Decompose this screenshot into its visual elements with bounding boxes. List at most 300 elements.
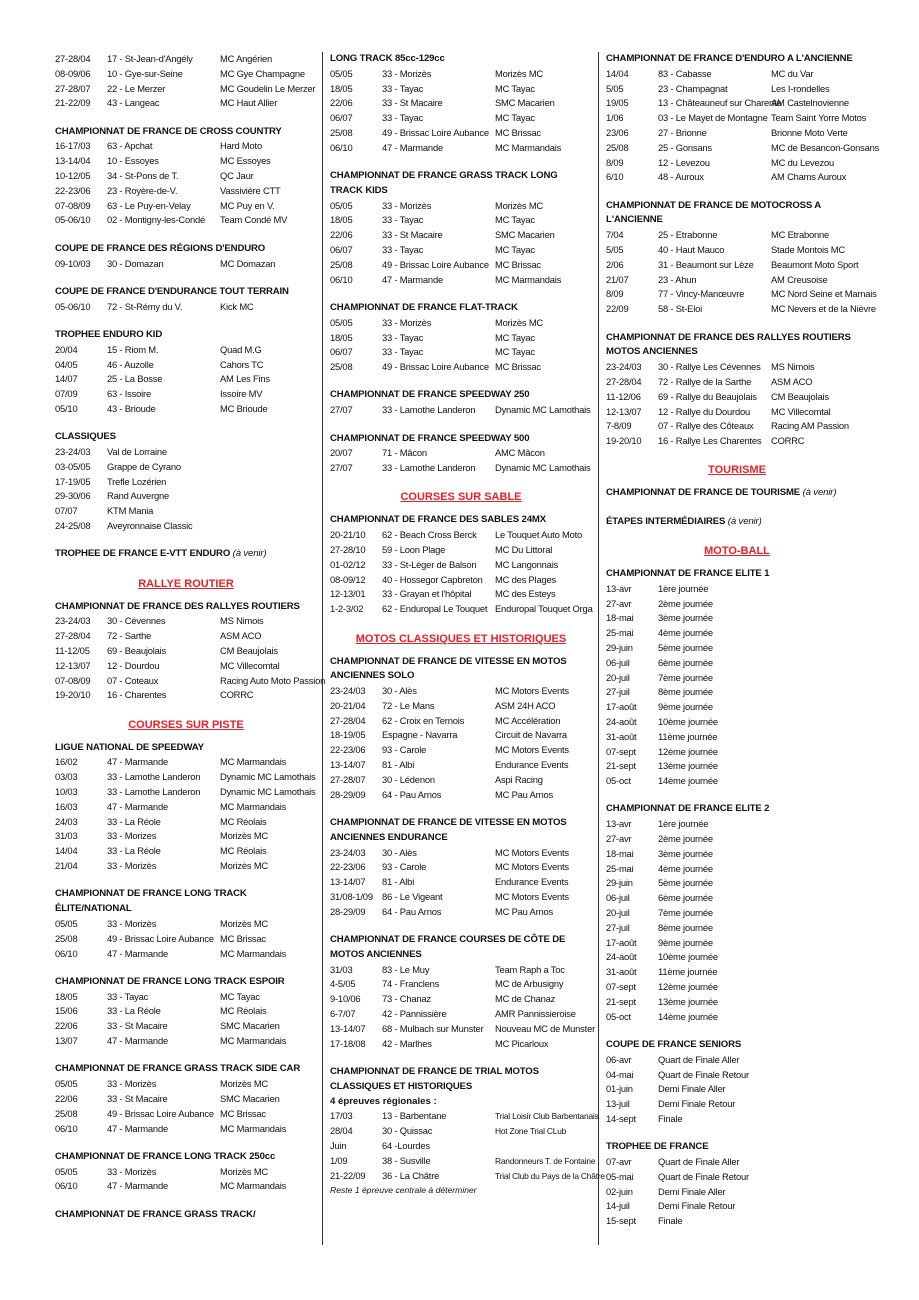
event-location: 14ème journée xyxy=(658,775,718,787)
event-date: 22-23/06 xyxy=(55,184,91,196)
event-organizer xyxy=(771,715,868,730)
event-row xyxy=(606,1082,868,1097)
category-heading: TOURISME xyxy=(708,464,766,477)
event-row xyxy=(606,228,868,243)
event-location: 47 - Marmande xyxy=(107,756,168,768)
event-organizer: Team Condé MV xyxy=(220,214,288,226)
event-location: 3ème journée xyxy=(658,847,713,859)
event-location: 30 - Domazan xyxy=(107,257,164,269)
event-location: 33 - Morizès xyxy=(107,860,157,872)
event-organizer: SMC Macarien xyxy=(495,229,555,241)
event-row xyxy=(606,700,868,715)
event-location: Aveyronnaise Classic xyxy=(107,520,193,532)
schedule-section xyxy=(55,741,317,874)
event-row xyxy=(55,1165,317,1180)
event-location: 36 - La Châtre xyxy=(382,1169,440,1181)
event-organizer: MC Réolais xyxy=(220,845,267,857)
section-title xyxy=(606,199,868,229)
event-row xyxy=(606,96,868,111)
event-location: Quart de Finale Retour xyxy=(658,1170,749,1182)
event-date: 05/10 xyxy=(55,402,78,414)
event-organizer xyxy=(771,891,868,906)
event-location: 16 - Charentes xyxy=(107,689,167,701)
event-date: 24-août xyxy=(606,715,637,727)
event-row xyxy=(330,875,592,890)
event-location: 93 - Carole xyxy=(382,861,427,873)
event-date: 28-29/09 xyxy=(330,788,366,800)
event-location: 7ème journée xyxy=(658,907,713,919)
section-title-text: CHAMPIONNAT DE FRANCE DE TOURISME xyxy=(606,487,801,499)
event-location: 81 - Albi xyxy=(382,876,415,888)
event-row xyxy=(330,360,592,375)
event-organizer: Beaumont Moto Sport xyxy=(771,258,859,270)
event-organizer xyxy=(771,862,868,877)
event-row xyxy=(330,728,592,743)
event-organizer: Endurance Events xyxy=(495,759,569,771)
event-organizer: AM Creusoise xyxy=(771,273,828,285)
event-location: 48 - Auroux xyxy=(658,171,704,183)
section-title xyxy=(330,432,592,447)
section-title xyxy=(55,1208,317,1223)
event-location: 46 - Auzolle xyxy=(107,358,154,370)
event-location: 77 - Vincy-Manœuvre xyxy=(658,288,745,300)
event-organizer xyxy=(771,745,868,760)
event-date: 20/07 xyxy=(330,447,353,459)
event-location: 33 - St Macaire xyxy=(107,1092,168,1104)
event-organizer: Morizès MC xyxy=(495,199,544,211)
event-date: 06-avr xyxy=(606,1053,632,1065)
event-date: 18/05 xyxy=(55,990,78,1002)
section-note: (à venir) xyxy=(802,487,837,499)
event-date: 09-10/03 xyxy=(55,257,91,269)
event-location: 33 - Grayan et l'hôpital xyxy=(382,588,472,600)
event-location: 30 - Cévennes xyxy=(107,615,166,627)
category-heading: MOTO-BALL xyxy=(704,545,770,558)
event-date: 25/08 xyxy=(55,1107,78,1119)
event-organizer xyxy=(771,1199,868,1214)
event-location: Finale xyxy=(658,1112,683,1124)
event-row xyxy=(55,213,317,228)
event-date: 21-22/09 xyxy=(330,1169,366,1181)
event-organizer: Morizès MC xyxy=(495,67,544,79)
event-date: 27-avr xyxy=(606,833,632,845)
event-date: 14/04 xyxy=(55,845,78,857)
event-date: 05/05 xyxy=(330,67,353,79)
event-date: 25-mai xyxy=(606,627,634,639)
event-row xyxy=(606,921,868,936)
event-location: 2ème journée xyxy=(658,597,713,609)
event-organizer xyxy=(495,1139,592,1154)
event-date: 27-juil xyxy=(606,686,630,698)
event-date: 13-14/07 xyxy=(330,1022,366,1034)
event-location: Trefle Lozérien xyxy=(107,475,167,487)
event-row xyxy=(55,445,317,460)
event-organizer: MC Langonnais xyxy=(495,558,559,570)
event-row xyxy=(606,906,868,921)
event-location: 47 - Marmande xyxy=(382,273,443,285)
event-location: 40 - Hossegor Capbreton xyxy=(382,573,483,585)
event-location: Demi Finale Aller xyxy=(658,1185,726,1197)
event-location: 33 - St Macaire xyxy=(107,1020,168,1032)
event-location: 71 - Mâcon xyxy=(382,447,427,459)
event-row xyxy=(606,243,868,258)
event-date: 21-sept xyxy=(606,760,636,772)
event-organizer: MC Motors Events xyxy=(495,890,569,902)
event-date: 05/05 xyxy=(55,1078,78,1090)
event-location: 13ème journée xyxy=(658,995,718,1007)
event-organizer xyxy=(771,817,868,832)
event-row xyxy=(606,434,868,449)
event-location: 9ème journée xyxy=(658,701,713,713)
event-row xyxy=(606,611,868,626)
event-organizer xyxy=(220,504,317,519)
section-title xyxy=(55,1150,317,1165)
event-date: 02-juin xyxy=(606,1185,633,1197)
section-title-text: CHAMPIONNAT DE FRANCE ELITE 1 xyxy=(606,568,770,580)
event-organizer: Racing AM Passion xyxy=(771,420,849,432)
event-location: 33 - La Réole xyxy=(107,845,161,857)
section-title xyxy=(606,331,868,361)
event-row xyxy=(606,287,877,302)
event-location: Demi Finale Retour xyxy=(658,1200,736,1212)
event-date: 05-oct xyxy=(606,1010,631,1022)
event-date: 27-28/10 xyxy=(330,544,366,556)
schedule-section xyxy=(606,1038,868,1127)
event-location: 33 - Morizès xyxy=(107,917,157,929)
event-organizer: Circuit de Navarra xyxy=(495,729,567,741)
event-organizer: MC du Levezou xyxy=(771,156,835,168)
event-organizer: Cahors TC xyxy=(220,358,264,370)
event-row xyxy=(330,758,592,773)
event-date: 03-05/05 xyxy=(55,460,91,472)
event-organizer: Randonneurs T. de Fontaine xyxy=(495,1155,596,1166)
event-organizer: MC Tayac xyxy=(495,82,535,94)
event-organizer xyxy=(771,1112,868,1127)
event-organizer: MC Marmandais xyxy=(220,947,287,959)
event-organizer: Quad M.G xyxy=(220,343,262,355)
section-title xyxy=(330,169,592,199)
event-date: 14-juil xyxy=(606,1200,630,1212)
event-date: 12-13/07 xyxy=(606,405,642,417)
section-title xyxy=(55,328,317,343)
event-date: 25/08 xyxy=(55,932,78,944)
section-title xyxy=(55,430,317,445)
event-organizer: ASM ACO xyxy=(771,375,813,387)
section-title xyxy=(606,486,868,501)
event-organizer: Team Raph a Toc xyxy=(495,963,565,975)
event-row xyxy=(55,755,317,770)
section-title xyxy=(606,1038,868,1053)
event-location: 11ème journée xyxy=(658,730,718,742)
event-location: 33 - Morizès xyxy=(382,316,432,328)
section-title-text: TROPHEE ENDURO KID xyxy=(55,328,163,340)
event-date: 23/06 xyxy=(606,126,629,138)
event-date: 20-21/10 xyxy=(330,529,366,541)
section-title-text: CHAMPIONNAT DE FRANCE LONG TRACK ÉLITE/NATIONAL xyxy=(55,888,247,915)
event-organizer: AMC Mâcon xyxy=(495,447,545,459)
section-title-text: CHAMPIONNAT DE FRANCE DES RALLYES ROUTIERS xyxy=(55,600,300,612)
event-location: 03 - Le Mayet de Montagne xyxy=(658,112,768,124)
event-location: 33 - Tayac xyxy=(107,990,149,1002)
event-row xyxy=(330,788,592,803)
event-date: 08-09/12 xyxy=(330,573,366,585)
event-row xyxy=(55,169,317,184)
event-organizer xyxy=(771,597,868,612)
event-location: Demi Finale Retour xyxy=(658,1098,736,1110)
event-row xyxy=(330,1169,605,1184)
event-date: 05/05 xyxy=(55,1165,78,1177)
event-date: 11-12/06 xyxy=(606,390,641,402)
event-row xyxy=(55,504,317,519)
event-date: 24/03 xyxy=(55,815,78,827)
event-location: Quart de Finale Aller xyxy=(658,1053,740,1065)
event-row xyxy=(55,688,317,703)
event-row xyxy=(330,573,592,588)
event-location: 13 - Châteauneuf sur Charente xyxy=(658,97,782,109)
section-title-text: CHAMPIONNAT DE FRANCE FLAT-TRACK xyxy=(330,301,518,313)
event-row xyxy=(55,829,317,844)
event-row xyxy=(606,715,868,730)
event-row xyxy=(606,156,868,171)
event-organizer: Dynamic MC Lamothais xyxy=(495,462,591,474)
section-title xyxy=(330,52,592,67)
event-location: 81 - Albi xyxy=(382,759,415,771)
event-date: 23-24/03 xyxy=(55,615,91,627)
event-row xyxy=(330,977,592,992)
event-row xyxy=(606,1170,868,1185)
event-location: 47 - Marmande xyxy=(107,1180,168,1192)
event-row xyxy=(606,656,868,671)
event-row xyxy=(55,300,317,315)
event-row xyxy=(606,832,868,847)
event-date: 27-28/04 xyxy=(330,714,366,726)
event-location: 49 - Brissac Loire Aubance xyxy=(382,361,489,373)
event-row xyxy=(606,390,868,405)
section-title xyxy=(55,975,317,990)
event-organizer xyxy=(220,460,317,475)
section-title-text: CHAMPIONNAT DE FRANCE DES RALLYES ROUTIERS MOTOS ANCIENNES xyxy=(606,331,851,358)
event-date: 7/04 xyxy=(606,229,624,241)
event-location: 72 - Rallye de la Sarthe xyxy=(658,375,752,387)
event-row xyxy=(606,685,868,700)
event-row xyxy=(330,714,592,729)
schedule-section xyxy=(55,125,317,229)
event-organizer: Le Touquet Auto Moto xyxy=(495,529,583,541)
event-location: 7ème journée xyxy=(658,671,713,683)
event-organizer: MC Angérien xyxy=(220,53,272,64)
event-date: 22/09 xyxy=(606,303,629,315)
event-organizer: CORRC xyxy=(771,435,805,447)
event-location: 25 - Gonsans xyxy=(658,141,712,153)
event-row xyxy=(606,847,868,862)
event-organizer: MC de Besancon-Gonsans xyxy=(771,141,880,153)
event-organizer xyxy=(771,1214,868,1229)
event-date: 23-24/03 xyxy=(330,685,366,697)
event-organizer xyxy=(771,1053,868,1068)
event-location: 16 - Rallye Les Charentes xyxy=(658,435,762,447)
event-date: 06-juil xyxy=(606,656,630,668)
event-organizer: MC Tayac xyxy=(495,112,535,124)
event-row xyxy=(55,343,317,358)
event-organizer: MC Picarloux xyxy=(495,1037,549,1049)
event-location: Rand Auvergne xyxy=(107,490,170,502)
event-row xyxy=(55,917,317,932)
event-row xyxy=(330,1124,592,1139)
section-title xyxy=(55,741,317,756)
event-row xyxy=(330,243,592,258)
event-organizer: MC Marmandais xyxy=(220,1180,287,1192)
event-location: Finale xyxy=(658,1215,683,1227)
schedule-section xyxy=(55,285,317,315)
event-organizer: MC Pau Arnos xyxy=(495,905,554,917)
event-location: 64 - Pau Arnos xyxy=(382,905,442,917)
section-title-text: CHAMPIONNAT DE FRANCE DE VITESSE EN MOTOS ANCIENNES ENDURANCE xyxy=(330,816,567,843)
event-location: 62 - Enduropal Le Touquet xyxy=(382,603,488,615)
event-date: 18/05 xyxy=(330,214,353,226)
section-title-text: CHAMPIONNAT DE FRANCE GRASS TRACK/ xyxy=(55,1208,256,1220)
schedule-section xyxy=(55,600,326,704)
event-date: 31/03 xyxy=(55,830,78,842)
event-location: 31 - Beaumont sur Lèze xyxy=(658,258,754,270)
event-row xyxy=(606,1068,868,1083)
event-location: 33 - Tayac xyxy=(382,112,424,124)
schedule-section xyxy=(55,1150,317,1194)
event-row xyxy=(330,773,592,788)
event-row xyxy=(330,543,592,558)
section-title xyxy=(606,567,868,582)
event-date: 11-12/05 xyxy=(55,645,90,656)
event-row xyxy=(606,1214,868,1229)
event-location: 10 - Essoyes xyxy=(107,155,159,167)
event-location: 1ère journée xyxy=(658,818,709,830)
event-location: Quart de Finale Aller xyxy=(658,1156,740,1167)
event-location: 33 - Tayac xyxy=(382,214,424,226)
event-location: 83 - Le Muy xyxy=(382,963,430,975)
event-location: 72 - St-Rémy du V. xyxy=(107,300,183,312)
event-date: 05/05 xyxy=(55,917,78,929)
event-organizer: MC Motors Events xyxy=(495,861,569,873)
event-date: 07-08/09 xyxy=(55,199,91,211)
event-date: 05/05 xyxy=(330,199,353,211)
event-location: 12 - Dourdou xyxy=(107,659,160,671)
event-location: 12ème journée xyxy=(658,981,718,993)
event-organizer xyxy=(771,1155,868,1170)
event-location: 6ème journée xyxy=(658,892,713,904)
event-location: 13 - Barbentane xyxy=(382,1110,447,1122)
event-date: 08-09/06 xyxy=(55,67,91,79)
event-row xyxy=(606,597,868,612)
event-row xyxy=(606,82,868,97)
event-row xyxy=(606,730,868,745)
event-row xyxy=(55,402,317,417)
event-row xyxy=(330,992,592,1007)
section-title-text: CHAMPIONNAT DE FRANCE DES SABLES 24MX xyxy=(330,514,547,526)
event-row xyxy=(55,489,317,504)
section-title xyxy=(55,547,317,562)
event-organizer: Issoire MV xyxy=(220,388,263,400)
event-location: 5ème journée xyxy=(658,877,713,889)
event-date: 18-mai xyxy=(606,847,634,859)
event-row xyxy=(606,759,868,774)
event-organizer: MC Du Littoral xyxy=(495,544,553,556)
schedule-section xyxy=(330,933,596,1051)
event-date: 16/03 xyxy=(55,800,78,812)
event-date: 21/07 xyxy=(606,273,629,285)
event-organizer xyxy=(771,1010,868,1025)
event-row xyxy=(330,743,592,758)
event-location: 11ème journée xyxy=(658,966,718,978)
event-row xyxy=(55,1004,317,1019)
event-date: 17-août xyxy=(606,936,637,948)
event-organizer xyxy=(771,685,868,700)
event-organizer: Enduropal Touquet Orga xyxy=(495,603,593,615)
event-organizer: Trial Club du Pays de la Châtre xyxy=(495,1170,605,1181)
event-location: 10 - Gye-sur-Seine xyxy=(107,67,183,79)
event-location: 72 - Le Mans xyxy=(382,699,435,711)
event-organizer: MC Pau Arnos xyxy=(495,788,554,800)
event-location: 64 -Lourdes xyxy=(382,1139,430,1151)
event-location: Demi Finale Aller xyxy=(658,1083,726,1095)
event-row xyxy=(330,587,592,602)
event-date: 01-02/12 xyxy=(330,558,366,570)
section-title xyxy=(55,887,317,917)
event-organizer: MC Marmandais xyxy=(220,800,287,812)
event-organizer: Hot Zone Trial CLub xyxy=(495,1126,567,1137)
category-heading: COURSES SUR SABLE xyxy=(400,491,522,504)
event-row xyxy=(55,815,317,830)
section-title-text: CHAMPIONNAT DE FRANCE ELITE 2 xyxy=(606,803,770,815)
event-row xyxy=(330,228,592,243)
event-date: 10-12/05 xyxy=(55,170,91,182)
event-organizer: MC Tayac xyxy=(220,990,260,1002)
event-row xyxy=(55,67,317,82)
event-location: Quart de Finale Retour xyxy=(658,1068,749,1080)
event-row xyxy=(606,111,868,126)
event-date: 21/04 xyxy=(55,860,78,872)
schedule-section xyxy=(606,515,868,530)
event-row xyxy=(606,375,868,390)
section-title xyxy=(55,242,317,257)
event-organizer: MC Haut Allier xyxy=(220,97,278,109)
event-date: 18-19/05 xyxy=(330,729,366,741)
event-row xyxy=(55,947,317,962)
event-row xyxy=(330,126,592,141)
event-location: 30 - Rallye Les Cévennes xyxy=(658,361,761,373)
event-row xyxy=(55,82,317,97)
event-organizer: MC Marmandais xyxy=(495,141,562,153)
event-location: 15 - Riom M. xyxy=(107,343,159,355)
event-organizer: SMC Macarien xyxy=(495,97,555,109)
event-date: 28/04 xyxy=(330,1125,353,1137)
event-date: 22/06 xyxy=(55,1020,78,1032)
event-date: 18/05 xyxy=(330,331,353,343)
event-row xyxy=(606,67,868,82)
event-location: 07 - Rallye des Côteaux xyxy=(658,420,754,432)
event-date: 22/06 xyxy=(330,97,353,109)
event-location: 2ème journée xyxy=(658,833,713,845)
event-row xyxy=(606,1010,868,1025)
event-organizer: MC Marmandais xyxy=(220,1122,287,1134)
event-date: 05/05 xyxy=(330,316,353,328)
event-row xyxy=(55,1077,317,1092)
schedule-section xyxy=(330,52,592,156)
event-date: 5/05 xyxy=(606,82,624,94)
event-date: 28-29/09 xyxy=(330,905,366,917)
event-row xyxy=(606,126,868,141)
event-location: 47 - Marmande xyxy=(107,1035,168,1047)
event-row xyxy=(55,358,317,373)
section-title xyxy=(55,600,317,615)
